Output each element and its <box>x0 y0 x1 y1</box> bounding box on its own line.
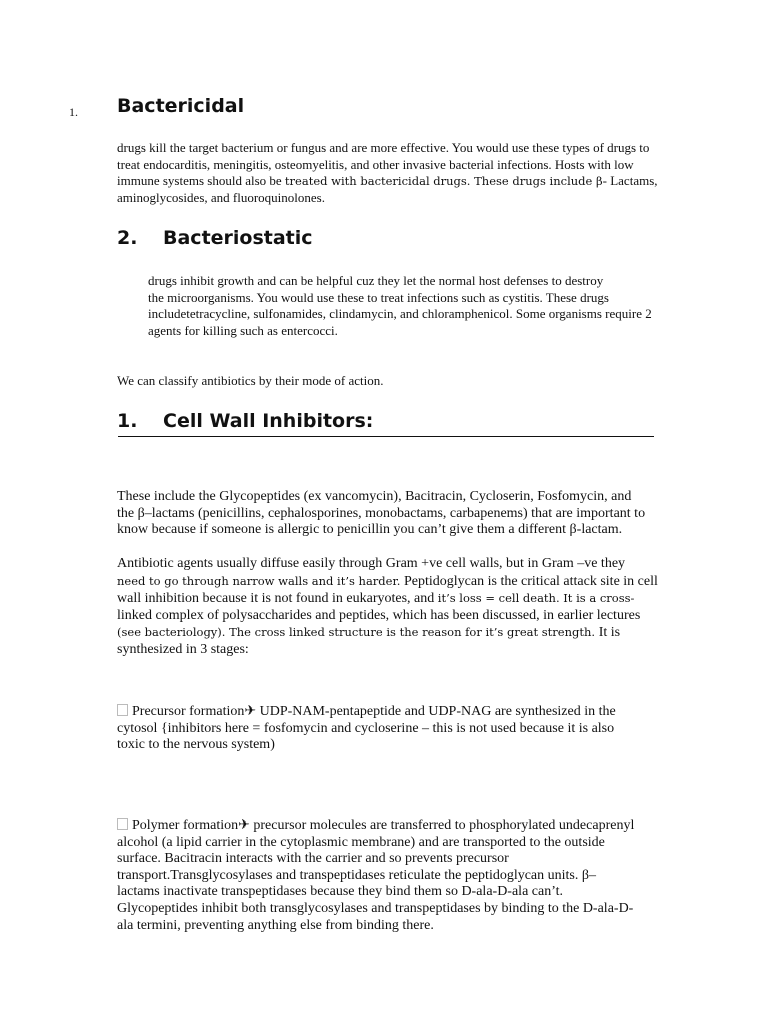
text-run: immune systems should also be <box>117 173 285 188</box>
text-run: treated with bactericidal drugs. These drugs include β <box>284 174 603 188</box>
text-line: These include the Glycopeptides (ex vancomycin), Bacitracin, Cycloserin, Fosfomycin, and <box>117 489 632 504</box>
text-line: agents for killing such as entercocci. <box>148 322 338 338</box>
text-line <box>117 624 658 642</box>
text-run: UDP-NAM-pentapeptide and UDP-NAG are synthesized in the <box>256 704 616 719</box>
text-run: wall inhibition because it is not found in eukaryotes, and <box>117 591 438 607</box>
text-line: alcohol (a lipid carrier in the cytoplasmic membrane) and are transported to the outside <box>117 834 605 850</box>
bullet-box-icon <box>117 704 128 716</box>
text-line <box>117 818 634 835</box>
text-line: drugs inhibit growth and can be helpful cuz they let the normal host defenses to destroy <box>148 273 604 288</box>
section-number: 1. <box>117 410 138 432</box>
text-line: the microorganisms. You would use these to treat infections such as cystitis. These drugs <box>148 289 609 305</box>
section-number: 2. <box>117 227 138 249</box>
text-run: Polymer formation <box>132 818 239 833</box>
text-line: Glycopeptides inhibit both transglycosylases and transpeptidases by binding to the D-ala-D- <box>117 900 634 916</box>
text-line <box>117 573 658 591</box>
text-line: Antibiotic agents usually diffuse easily through Gram +ve cell walls, but in Gram –ve they <box>117 556 626 571</box>
text-run: Precursor formation <box>132 704 245 719</box>
text-run: It is <box>598 625 621 641</box>
text-run: need to go through narrow walls and it’s harder. <box>117 573 405 588</box>
bacteriostatic-paragraph <box>148 273 652 339</box>
intro-sentence: We can classify antibiotics by their mode of action. <box>117 373 384 388</box>
text-line: lactams inactivate transpeptidases because they bind them so D-ala-D-ala can’t. <box>117 884 564 900</box>
text-run: (see bacteriology). The cross linked structure is the reason for it’s great strength. <box>117 625 599 640</box>
text-line: includetetracycline, sulfonamides, clindamycin, and chloramphenicol. Some organisms require 2 <box>148 306 652 321</box>
peptidoglycan-paragraph <box>117 556 658 659</box>
heading-bactericidal: Bactericidal <box>117 95 245 117</box>
text-line: synthesized in 3 stages: <box>117 641 249 657</box>
text-run: it’s loss = cell death. It is a cross- <box>437 591 635 606</box>
polymer-bullet <box>117 818 634 934</box>
text-line: drugs kill the target bacterium or fungus and are more effective. You would use these types of drugs to <box>117 140 650 155</box>
text-line: ala termini, preventing anything else from binding there. <box>117 917 434 933</box>
arrow-icon: ✈ <box>238 818 250 833</box>
text-line: the β–lactams (penicillins, cephalosporines, monobactams, carbapenems) that are important to <box>117 505 646 521</box>
text-line <box>117 704 616 721</box>
precursor-bullet <box>117 704 616 754</box>
text-line: linked complex of polysaccharides and peptides, which has been discussed, in earlier lectures <box>117 607 641 623</box>
text-line <box>117 590 658 608</box>
text-line: surface. Bacitracin interacts with the carrier and so prevents precursor <box>117 851 509 867</box>
glycopeptides-paragraph <box>117 489 645 539</box>
text-line: aminoglycosides, and fluoroquinolones. <box>117 189 325 205</box>
list-number: 1. <box>69 105 78 119</box>
bullet-box-icon <box>117 818 128 830</box>
text-run: Peptidoglycan is the critical attack site in cell <box>404 573 658 589</box>
text-line: know because if someone is allergic to penicillin you can’t give them a different β-lactam. <box>117 522 623 538</box>
text-run: precursor molecules are transferred to phosphorylated undecaprenyl <box>249 818 635 833</box>
heading-underline <box>118 436 654 437</box>
text-run: - Lactams, <box>602 173 658 188</box>
text-line: cytosol {inhibitors here = fosfomycin and cycloserine – this is not used because it is also <box>117 720 615 736</box>
text-line <box>117 173 658 190</box>
heading-cell-wall-inhibitors: Cell Wall Inhibitors: <box>163 410 374 432</box>
arrow-icon: ✈ <box>244 704 257 719</box>
text-line: transport.Transglycosylases and transpeptidases reticulate the peptidoglycan units. β– <box>117 867 597 883</box>
text-line: treat endocarditis, meningitis, osteomyelitis, and other invasive bacterial infections. Hosts with low <box>117 156 634 172</box>
heading-bacteriostatic: Bacteriostatic <box>163 227 313 249</box>
text-line: toxic to the nervous system) <box>117 737 275 753</box>
bactericidal-paragraph <box>117 140 658 206</box>
